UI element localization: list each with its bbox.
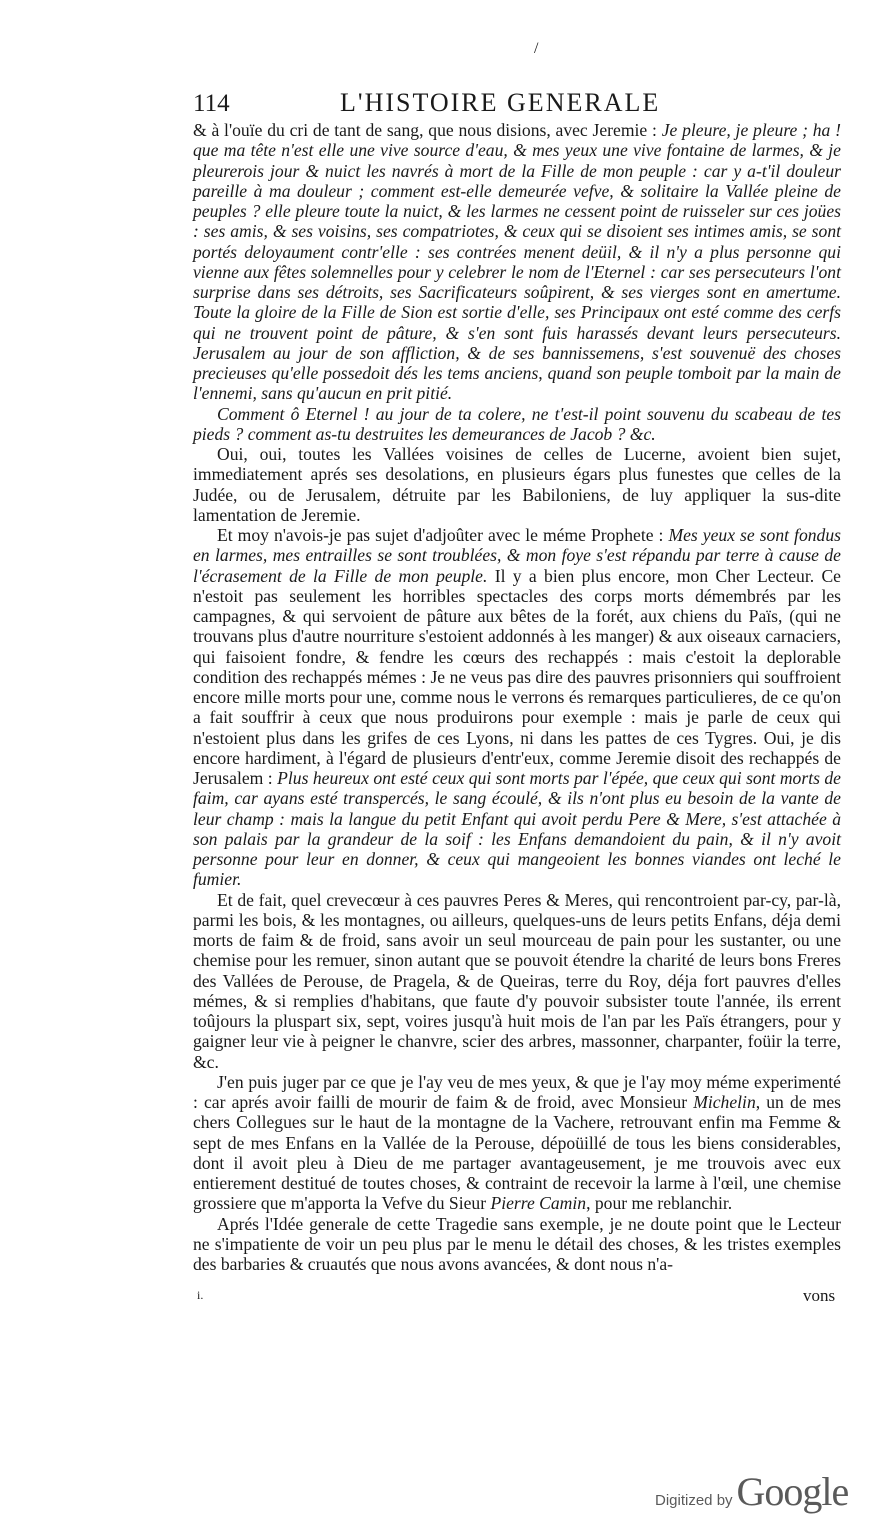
person-name: Pierre Camin [490,1193,587,1214]
scripture-quote: Je pleure, je pleure ; ha ! que ma tête n'est elle une vive source d'eau, & mes yeux une vive fontaine de larmes, & je pleurerois jour & nuict les navrés à mort de la Fille de mon peuple : car y a-t'il douleur pareille à ma douleur ; comment est-elle demeurée vefve, & solitaire la Vallée pleine de peuples ? elle pleure toute la nuict, & les larmes ne cessent point de ruisseler sur ces joües : ses amis, & ses voisins, ses compatriotes, & ceux qui se disoient ses intimes amis, se sont portés deloyaument contr'elle : ses contrées menent deüil, & il n'y a plus personne qui vienne aux fêtes solemnelles pour y celebrer le nom de l'Eternel : car ses persecuteurs l'ont surprise dans ses détroits, ses Sacrificateurs soûpirent, & ses vierges sont en amertume. Toute la gloire de la Fille de Sion est sortie d'elle, ses Principaux ont esté comme des cerfs qui ne trouvent point de pâture, & s'en sont fuis harassés devant leurs persecuteurs. Jerusalem au jour de son affliction, & de ses bannissemens, s'est souvenuë des choses precieuses qu'elle possedoit dés les tems anciens, quand son peuple tomboit par la main de l'ennemi, sans qu'aucun en prit pitié. [193,120,841,404]
paragraph-prophet [193,525,841,890]
digitization-watermark [655,1468,848,1515]
paragraph-text: , un de mes chers Collegues sur le haut de la montagne de la Vachere, retrouvant enfin ma Femme & sept de mes Enfans en la Vallée de la Perouse, dépoüillé de tous les biens considerables, dont il avoit pleu à Dieu de me partager avantageusement, je me trouvois avec eux entierement destitué de toutes choses, & contraint de recevoir la larme à l'œil, une chemise grossiere que m'apporta la Vefve du Sieur [193,1092,841,1214]
paragraph-conclusion: Aprés l'Idée generale de cette Tragedie sans exemple, je ne doute point que le Lecteur ne s'impatiente de voir un peu plus par le menu le détail des choses, & les tristes exemples des barbaries & cruautés que nous avons avancées, & dont nous n'a- [193,1213,841,1274]
watermark-caption: Digitized by [655,1492,733,1509]
running-head: L'HISTOIRE GENERALE [340,88,661,117]
scripture-quote: Mes yeux se sont fondus en larmes, mes entrailles se sont troublées, & mon foye s'est répandu par terre à cause de l'écrasement de la Fille de mon peuple. [193,525,841,586]
stray-mark: i. [197,1288,204,1302]
paragraph-text: , pour me reblanchir. [586,1193,733,1214]
paragraph-text: J'en puis juger par ce que je l'ay veu de mes yeux, & que je l'ay moy méme experimenté : car aprés avoir failli de mourir de faim & de froid, avec Monsieur [193,1071,841,1112]
paragraph-text: Il y a bien plus encore, mon Cher Lecteur. Ce n'estoit pas seulement les horribles spectacles des corps morts démembrés par les campagnes, & qui servoient de pâture aux bêtes de la forét, aux chiens du Païs, (qui ne trouvans plus d'autre nourriture s'estoient addonnés à les manger) & aux oiseaux carnaciers, qui faisoient fondre, & fendre les cœurs des rechappés : mais c'estoit la deplorable condition des rechappés mémes : Je ne veus pas dire des pauvres prisonniers qui souffroient encore mille morts pour une, comme nous le verrons és remarques particulieres, de ce qu'on a fait souffrir à ceux que nous produirons pour exemple : mais je parle de ceux qui n'estoient plus dans les grifes de ces Lyons, ni dans les pattes de ces Tygres. Oui, je dis encore hardiment, à l'égard de plusieurs d'entr'eux, comme Jeremie disoit des rechappés de Jerusalem : [193,565,841,788]
person-name: Michelin [693,1092,756,1112]
google-logo: Google [736,1469,849,1514]
body-text [193,120,841,1274]
paragraph-lamentation [193,120,841,404]
top-mark: / [534,40,539,57]
paragraph-valleys: Oui, oui, toutes les Vallées voisines de celles de Lucerne, avoient bien sujet, immediatement aprés ses desolations, en plusieurs égars plus funestes que celles de la Judée, ou de Jerusalem, détruite par les Babiloniens, de luy appliquer la sus-dite lamentation de Jeremie. [193,444,841,525]
catchword: vons [803,1286,836,1305]
paragraph-parents: Et de fait, quel crevecœur à ces pauvres Peres & Meres, qui rencontroient par-cy, par-là, parmi les bois, & les montagnes, ou ailleurs, quelques-uns de leurs petits Enfans, déja demi morts de faim & de froid, sans avoir un seul mourceau de pain pour les sustanter, ou une chemise pour les remuer, sinon autant que se pouvoit étendre la charité de leurs bons Freres des Vallées de Perouse, de Pragela, & de Queiras, terre du Roy, déja fort pauvres d'elles mémes, & si remplies d'habitans, que faute d'y pouvoir subsister toute l'année, ils errent toûjours la pluspart six, sept, voires jusqu'à huit mois de l'an par les Païs étrangers, pour y gaigner leur vie à peigner le chanvre, scier des arbres, massonner, charpanter, foüir la terre, &c. [193,889,841,1072]
scripture-quote: Plus heureux ont esté ceux qui sont morts par l'épée, que ceux qui sont morts de faim, car ayans esté transpercés, le sang écoulé, & ils n'ont plus eu besoin de la vante de leur champ : mais la langue du petit Enfant qui avoit perdu Pere & Mere, s'est attachée à son palais par la grandeur de la soif : les Enfans demandoient du pain, & il n'y avoit personne pour leur en donner, & ceux qui mangeoient les bonnes viandes ont leché le fumier. [193,768,841,890]
scripture-quote-paragraph: Comment ô Eternel ! au jour de ta colere, ne t'est-il point souvenu du scabeau de tes pieds ? comment as-tu destruites les demeurances de Jacob ? &c. [193,403,841,444]
paragraph-text: Et moy n'avois-je pas sujet d'adjoûter avec le méme Prophete : [217,525,669,545]
paragraph-text: & à l'ouïe du cri de tant de sang, que nous disions, avec Jeremie : [193,120,662,140]
paragraph-testimony [193,1072,841,1214]
page-number: 114 [193,90,230,117]
